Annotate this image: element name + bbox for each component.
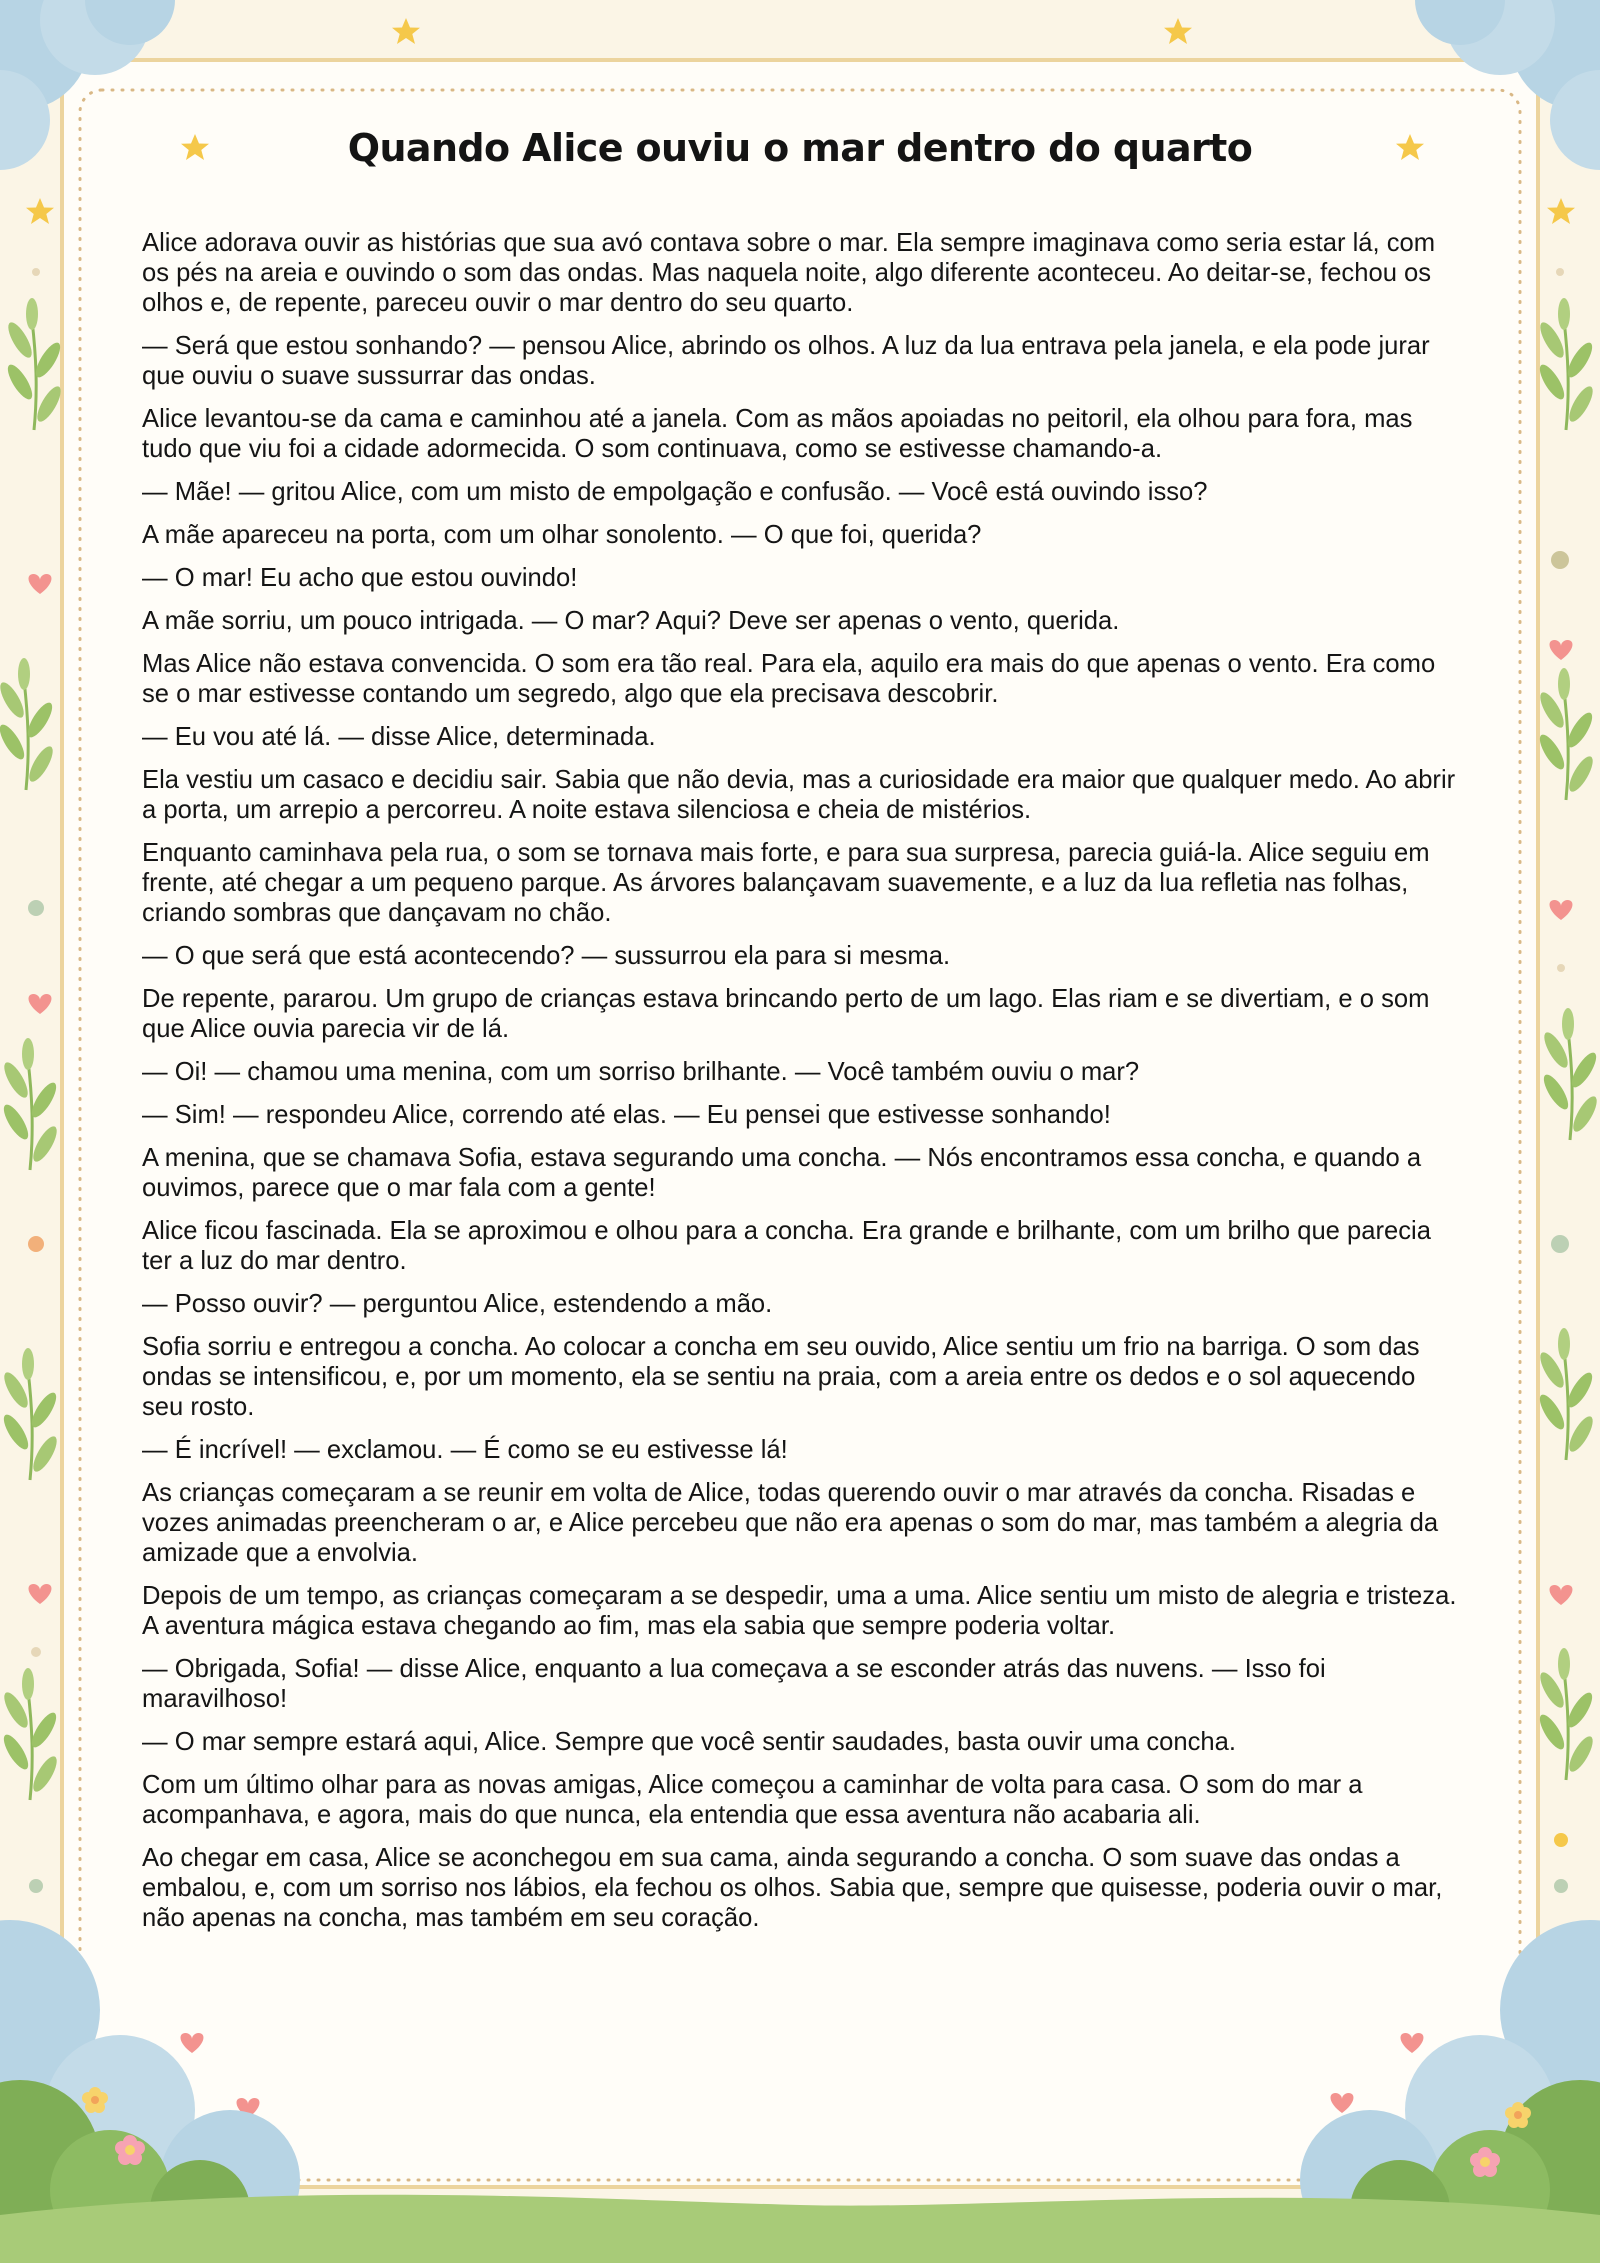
- paragraph: Ao chegar em casa, Alice se aconchegou em sua cama, ainda segurando a concha. O som suave das ondas a embalou, e, com um sorriso nos lábios, ela fechou os olhos. Sabia que, sempre que quisesse, poderia ouvir o mar, não apenas na concha, mas também em seu coração.: [142, 1844, 1443, 1932]
- leaf-branch-icon: [1535, 668, 1597, 800]
- leaf-branch-icon: [0, 1348, 61, 1480]
- leaf-branch-icon: [1535, 298, 1597, 430]
- star-icon: [1164, 18, 1192, 44]
- page-title: Quando Alice ouviu o mar dentro do quarto: [347, 126, 1253, 170]
- leaf-branch-icon: [1539, 1008, 1600, 1140]
- paragraph: Ela vestiu um casaco e decidiu sair. Sabia que não devia, mas a curiosidade era maior que qualquer medo. Ao abrir a porta, um arrepio a percorreu. A noite estava silenciosa e cheia de mistérios.: [142, 766, 1456, 824]
- leaf-branch-icon: [1535, 1328, 1597, 1460]
- star-icon: [392, 18, 420, 44]
- paragraph: — Obrigada, Sofia! — disse Alice, enquanto a lua começava a se esconder atrás das nuvens. — Isso foi maravilhoso!: [142, 1655, 1326, 1713]
- paragraph: Alice ficou fascinada. Ela se aproximou e olhou para a concha. Era grande e brilhante, com um brilho que parecia ter a luz do mar dentro.: [142, 1217, 1431, 1275]
- paragraph: A menina, que se chamava Sofia, estava segurando uma concha. — Nós encontramos essa concha, e quando a ouvimos, parece que o mar fala com a gente!: [142, 1144, 1422, 1202]
- paragraph: — É incrível! — exclamou. — É como se eu estivesse lá!: [142, 1436, 788, 1464]
- leaf-branch-icon: [3, 298, 65, 430]
- heart-icon: [29, 1584, 52, 1604]
- paragraph: — Posso ouvir? — perguntou Alice, estendendo a mão.: [142, 1290, 773, 1318]
- paragraph: Mas Alice não estava convencida. O som era tão real. Para ela, aquilo era mais do que apenas o vento. Era como se o mar estivesse contando um segredo, algo que ela precisava descobrir.: [142, 650, 1436, 708]
- paragraph: A mãe sorriu, um pouco intrigada. — O mar? Aqui? Deve ser apenas o vento, querida.: [142, 607, 1120, 635]
- heart-icon: [1550, 1585, 1573, 1605]
- heart-icon: [1550, 900, 1573, 920]
- leaf-branch-icon: [1535, 1648, 1597, 1780]
- paragraph: As crianças começaram a se reunir em volta de Alice, todas querendo ouvir o mar através da concha. Risadas e vozes animadas preencheram o ar, e Alice percebeu que não era apenas o som do mar, mas também a alegria da amizade que a envolvia.: [142, 1479, 1439, 1567]
- paragraph: — Sim! — respondeu Alice, correndo até elas. — Eu pensei que estivesse sonhando!: [142, 1101, 1111, 1129]
- paragraph: — Eu vou até lá. — disse Alice, determinada.: [142, 723, 656, 751]
- paragraph: — Mãe! — gritou Alice, com um misto de empolgação e confusão. — Você está ouvindo isso?: [142, 478, 1208, 506]
- star-icon: [1547, 198, 1575, 224]
- grass-hill-icon: [0, 2195, 1600, 2263]
- paragraph: Alice levantou-se da cama e caminhou até a janela. Com as mãos apoiadas no peitoril, ela olhou para fora, mas tudo que viu foi a cidade adormecida. O som continuava, como se estivesse chamando-a.: [142, 405, 1413, 463]
- paragraph: Alice adorava ouvir as histórias que sua avó contava sobre o mar. Ela sempre imaginava como seria estar lá, com os pés na areia e ouvindo o som das ondas. Mas naquela noite, algo diferente aconteceu. Ao deitar-se, fechou os olhos e, de repente, pareceu ouvir o mar dentro do seu quarto.: [142, 229, 1436, 317]
- paragraph: — Será que estou sonhando? — pensou Alice, abrindo os olhos. A luz da lua entrava pela janela, e ela pode jurar que ouviu o suave sussurrar das ondas.: [142, 332, 1430, 390]
- star-icon: [26, 198, 54, 224]
- leaf-branch-icon: [0, 1038, 61, 1170]
- paragraph: A mãe apareceu na porta, com um olhar sonolento. — O que foi, querida?: [142, 521, 982, 549]
- leaf-branch-icon: [0, 658, 57, 790]
- story-body: [142, 228, 1462, 1946]
- paragraph: — O mar! Eu acho que estou ouvindo!: [142, 564, 578, 592]
- paragraph: Depois de um tempo, as crianças começaram a se despedir, uma a uma. Alice sentiu um misto de alegria e tristeza. A aventura mágica estava chegando ao fim, mas ela sabia que sempre poderia voltar.: [142, 1582, 1457, 1640]
- paragraph: De repente, pararou. Um grupo de crianças estava brincando perto de um lago. Elas riam e se divertiam, e o som que Alice ouvia parecia vir de lá.: [142, 985, 1430, 1043]
- leaf-branch-icon: [0, 1668, 61, 1800]
- heart-icon: [29, 994, 52, 1014]
- paragraph: — O mar sempre estará aqui, Alice. Sempre que você sentir saudades, basta ouvir uma concha.: [142, 1728, 1236, 1756]
- heart-icon: [1550, 640, 1573, 660]
- paragraph: Sofia sorriu e entregou a concha. Ao colocar a concha em seu ouvido, Alice sentiu um frio na barriga. O som das ondas se intensificou, e, por um momento, ela se sentiu na praia, com a areia entre os dedos e o sol aquecendo seu rosto.: [142, 1333, 1420, 1421]
- heart-icon: [29, 574, 52, 594]
- paragraph: Enquanto caminhava pela rua, o som se tornava mais forte, e para sua surpresa, parecia guiá-la. Alice seguiu em frente, até chegar a um pequeno parque. As árvores balançavam suavemente, e a luz da lua refletia nas folhas, criando sombras que dançavam no chão.: [142, 839, 1430, 927]
- paragraph: — Oi! — chamou uma menina, com um sorriso brilhante. — Você também ouviu o mar?: [142, 1058, 1140, 1086]
- paragraph: Com um último olhar para as novas amigas, Alice começou a caminhar de volta para casa. O som do mar a acompanhava, e agora, mais do que nunca, ela entendia que essa aventura não acabaria ali.: [142, 1771, 1363, 1829]
- paragraph: — O que será que está acontecendo? — sussurrou ela para si mesma.: [142, 942, 951, 970]
